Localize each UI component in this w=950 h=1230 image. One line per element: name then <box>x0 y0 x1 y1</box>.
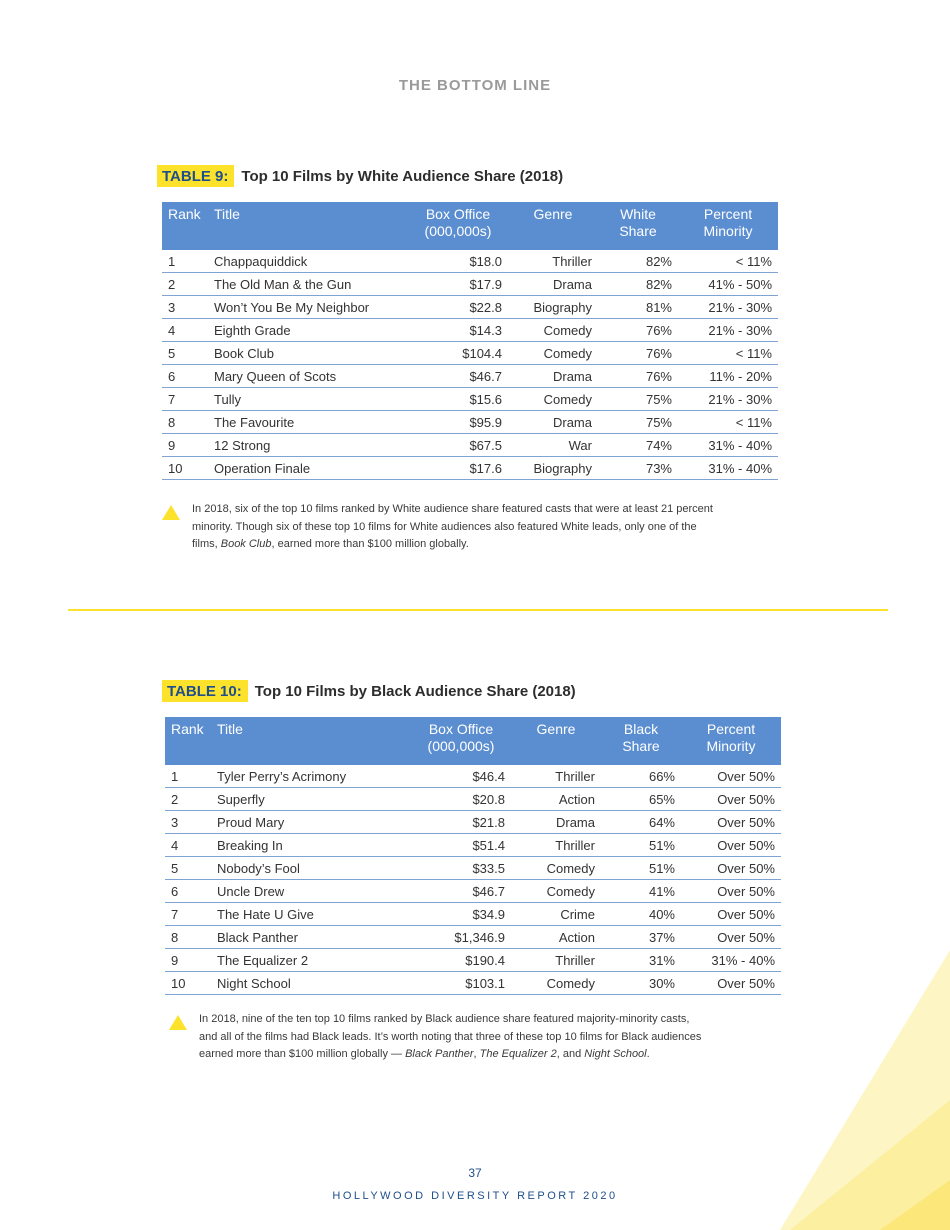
table-row <box>165 903 781 926</box>
table-row <box>162 434 778 457</box>
genre-cell: Comedy <box>511 880 601 903</box>
table9-note-line1: In 2018, six of the top 10 films ranked by White audience share featured casts that were at least 21 percent <box>192 503 713 515</box>
col-rank-header: Rank <box>165 717 211 765</box>
title-cell: Book Club <box>208 342 408 365</box>
rank-cell: 8 <box>165 926 211 949</box>
percent-minority-cell: 21% - 30% <box>678 388 778 411</box>
box-office-cell: $1,346.9 <box>411 926 511 949</box>
box-office-cell: $190.4 <box>411 949 511 972</box>
share-cell: 40% <box>601 903 681 926</box>
box-office-cell: $46.7 <box>408 365 508 388</box>
share-cell: 76% <box>598 365 678 388</box>
title-cell: Superfly <box>211 788 411 811</box>
table10-tag: TABLE 10: <box>162 680 248 702</box>
rank-cell: 9 <box>162 434 208 457</box>
warning-triangle-icon <box>162 505 180 521</box>
col-box-office-header: Box Office (000,000s) <box>408 202 508 250</box>
table10-heading <box>162 680 576 702</box>
rank-cell: 4 <box>162 319 208 342</box>
share-cell: 82% <box>598 273 678 296</box>
table-row <box>162 296 778 319</box>
percent-minority-cell: < 11% <box>678 342 778 365</box>
page-number: 37 <box>468 1166 482 1180</box>
section-divider <box>68 609 888 611</box>
genre-cell: Thriller <box>511 834 601 857</box>
genre-cell: Comedy <box>511 857 601 880</box>
percent-minority-cell: 31% - 40% <box>678 457 778 480</box>
percent-minority-cell: Over 50% <box>681 972 781 995</box>
genre-cell: Comedy <box>511 972 601 995</box>
genre-cell: Drama <box>508 411 598 434</box>
table10-note <box>169 1011 789 1067</box>
table-row <box>162 457 778 480</box>
percent-minority-cell: < 11% <box>678 250 778 273</box>
col-percent-header: Percent Minority <box>681 717 781 765</box>
genre-cell: Biography <box>508 296 598 319</box>
rank-cell: 6 <box>165 880 211 903</box>
title-cell: Proud Mary <box>211 811 411 834</box>
share-cell: 74% <box>598 434 678 457</box>
genre-cell: Drama <box>508 273 598 296</box>
title-cell: Mary Queen of Scots <box>208 365 408 388</box>
share-cell: 51% <box>601 857 681 880</box>
table10-note-line2: and all of the films had Black leads. It’s worth noting that three of these top 10 films for Black audiences <box>199 1030 702 1043</box>
table10-note-emphasis-1: Black Panther <box>405 1048 474 1060</box>
box-office-cell: $20.8 <box>411 788 511 811</box>
genre-cell: Comedy <box>508 342 598 365</box>
title-cell: Nobody’s Fool <box>211 857 411 880</box>
share-cell: 64% <box>601 811 681 834</box>
percent-minority-cell: Over 50% <box>681 834 781 857</box>
box-office-cell: $103.1 <box>411 972 511 995</box>
table10-note-emphasis-3: Night School <box>584 1048 647 1060</box>
percent-minority-cell: 11% - 20% <box>678 365 778 388</box>
table10 <box>165 717 781 995</box>
percent-minority-cell: Over 50% <box>681 857 781 880</box>
title-cell: The Equalizer 2 <box>211 949 411 972</box>
rank-cell: 1 <box>162 250 208 273</box>
rank-cell: 10 <box>162 457 208 480</box>
col-title-header: Title <box>208 202 408 250</box>
share-cell: 65% <box>601 788 681 811</box>
table-row <box>162 365 778 388</box>
genre-cell: Action <box>511 926 601 949</box>
share-cell: 41% <box>601 880 681 903</box>
title-cell: The Favourite <box>208 411 408 434</box>
table-row <box>162 273 778 296</box>
table9-note-line3a: films, <box>192 538 221 550</box>
box-office-cell: $17.6 <box>408 457 508 480</box>
share-cell: 76% <box>598 342 678 365</box>
table9-title: Top 10 Films by White Audience Share (2018) <box>241 167 564 185</box>
col-percent-header: Percent Minority <box>678 202 778 250</box>
col-share-header: Black Share <box>601 717 681 765</box>
box-office-cell: $22.8 <box>408 296 508 319</box>
table10-note-end: . <box>646 1048 650 1060</box>
rank-cell: 10 <box>165 972 211 995</box>
table-row <box>162 250 778 273</box>
percent-minority-cell: 21% - 30% <box>678 296 778 319</box>
title-cell: The Hate U Give <box>211 903 411 926</box>
report-footer: HOLLYWOOD DIVERSITY REPORT 2020 <box>332 1190 618 1202</box>
col-rank-header: Rank <box>162 202 208 250</box>
percent-minority-cell: Over 50% <box>681 788 781 811</box>
rank-cell: 6 <box>162 365 208 388</box>
rank-cell: 2 <box>162 273 208 296</box>
title-cell: Won’t You Be My Neighbor <box>208 296 408 319</box>
share-cell: 82% <box>598 250 678 273</box>
percent-minority-cell: < 11% <box>678 411 778 434</box>
share-cell: 75% <box>598 411 678 434</box>
share-cell: 37% <box>601 926 681 949</box>
rank-cell: 1 <box>165 765 211 788</box>
percent-minority-cell: 41% - 50% <box>678 273 778 296</box>
box-office-cell: $51.4 <box>411 834 511 857</box>
table-row <box>165 788 781 811</box>
share-cell: 30% <box>601 972 681 995</box>
table10-note-sep1: , <box>473 1048 480 1060</box>
genre-cell: Thriller <box>511 949 601 972</box>
share-cell: 66% <box>601 765 681 788</box>
percent-minority-cell: Over 50% <box>681 903 781 926</box>
title-cell: Night School <box>211 972 411 995</box>
genre-cell: Thriller <box>511 765 601 788</box>
rank-cell: 2 <box>165 788 211 811</box>
box-office-cell: $46.7 <box>411 880 511 903</box>
table9-header-row <box>162 202 778 250</box>
table-row <box>165 834 781 857</box>
genre-cell: Drama <box>508 365 598 388</box>
genre-cell: Biography <box>508 457 598 480</box>
percent-minority-cell: Over 50% <box>681 880 781 903</box>
table9-note-line2: minority. Though six of these top 10 films for White audiences also featured White leads, only one of the <box>192 520 697 533</box>
table10-header-row <box>165 717 781 765</box>
box-office-cell: $14.3 <box>408 319 508 342</box>
table9-tag: TABLE 9: <box>157 165 234 187</box>
genre-cell: Comedy <box>508 319 598 342</box>
share-cell: 81% <box>598 296 678 319</box>
box-office-cell: $18.0 <box>408 250 508 273</box>
title-cell: Black Panther <box>211 926 411 949</box>
rank-cell: 8 <box>162 411 208 434</box>
table-row <box>165 972 781 995</box>
table10-note-emphasis-2: The Equalizer 2 <box>479 1048 557 1060</box>
rank-cell: 3 <box>162 296 208 319</box>
table-row <box>165 949 781 972</box>
percent-minority-cell: Over 50% <box>681 811 781 834</box>
rank-cell: 5 <box>162 342 208 365</box>
box-office-cell: $46.4 <box>411 765 511 788</box>
box-office-cell: $21.8 <box>411 811 511 834</box>
box-office-cell: $34.9 <box>411 903 511 926</box>
title-cell: Breaking In <box>211 834 411 857</box>
rank-cell: 4 <box>165 834 211 857</box>
col-genre-header: Genre <box>511 717 601 765</box>
title-cell: Tyler Perry’s Acrimony <box>211 765 411 788</box>
page-header: THE BOTTOM LINE <box>398 77 552 94</box>
table-row <box>165 811 781 834</box>
table-row <box>162 411 778 434</box>
rank-cell: 7 <box>162 388 208 411</box>
table-row <box>165 926 781 949</box>
table9-note-emphasis: Book Club <box>220 538 272 550</box>
rank-cell: 5 <box>165 857 211 880</box>
box-office-cell: $17.9 <box>408 273 508 296</box>
table-row <box>165 765 781 788</box>
title-cell: Uncle Drew <box>211 880 411 903</box>
share-cell: 51% <box>601 834 681 857</box>
col-box-office-header: Box Office (000,000s) <box>411 717 511 765</box>
share-cell: 76% <box>598 319 678 342</box>
table10-note-sep2: , and <box>556 1048 585 1060</box>
percent-minority-cell: 31% - 40% <box>678 434 778 457</box>
col-share-header: White Share <box>598 202 678 250</box>
genre-cell: Thriller <box>508 250 598 273</box>
table10-note-line3a: earned more than $100 million globally — <box>199 1048 406 1060</box>
genre-cell: Crime <box>511 903 601 926</box>
col-genre-header: Genre <box>508 202 598 250</box>
table9-note-line3b: , earned more than $100 million globally. <box>271 538 469 550</box>
title-cell: Operation Finale <box>208 457 408 480</box>
box-office-cell: $67.5 <box>408 434 508 457</box>
box-office-cell: $95.9 <box>408 411 508 434</box>
table-row <box>165 880 781 903</box>
warning-triangle-icon <box>169 1015 187 1031</box>
share-cell: 31% <box>601 949 681 972</box>
table9-heading <box>157 165 563 187</box>
genre-cell: Action <box>511 788 601 811</box>
table-row <box>162 319 778 342</box>
title-cell: The Old Man & the Gun <box>208 273 408 296</box>
title-cell: Tully <box>208 388 408 411</box>
table-row <box>162 342 778 365</box>
share-cell: 75% <box>598 388 678 411</box>
percent-minority-cell: Over 50% <box>681 926 781 949</box>
percent-minority-cell: 21% - 30% <box>678 319 778 342</box>
col-title-header: Title <box>211 717 411 765</box>
title-cell: Chappaquiddick <box>208 250 408 273</box>
box-office-cell: $33.5 <box>411 857 511 880</box>
rank-cell: 3 <box>165 811 211 834</box>
table-row <box>165 857 781 880</box>
genre-cell: War <box>508 434 598 457</box>
genre-cell: Comedy <box>508 388 598 411</box>
table10-title: Top 10 Films by Black Audience Share (2018) <box>254 682 576 700</box>
share-cell: 73% <box>598 457 678 480</box>
table10-note-line1: In 2018, nine of the ten top 10 films ranked by Black audience share featured majority-minority casts, <box>199 1013 690 1025</box>
percent-minority-cell: Over 50% <box>681 765 781 788</box>
genre-cell: Drama <box>511 811 601 834</box>
table9 <box>162 202 778 480</box>
percent-minority-cell: 31% - 40% <box>681 949 781 972</box>
box-office-cell: $15.6 <box>408 388 508 411</box>
table9-note <box>162 501 782 557</box>
title-cell: 12 Strong <box>208 434 408 457</box>
rank-cell: 7 <box>165 903 211 926</box>
box-office-cell: $104.4 <box>408 342 508 365</box>
rank-cell: 9 <box>165 949 211 972</box>
title-cell: Eighth Grade <box>208 319 408 342</box>
table-row <box>162 388 778 411</box>
